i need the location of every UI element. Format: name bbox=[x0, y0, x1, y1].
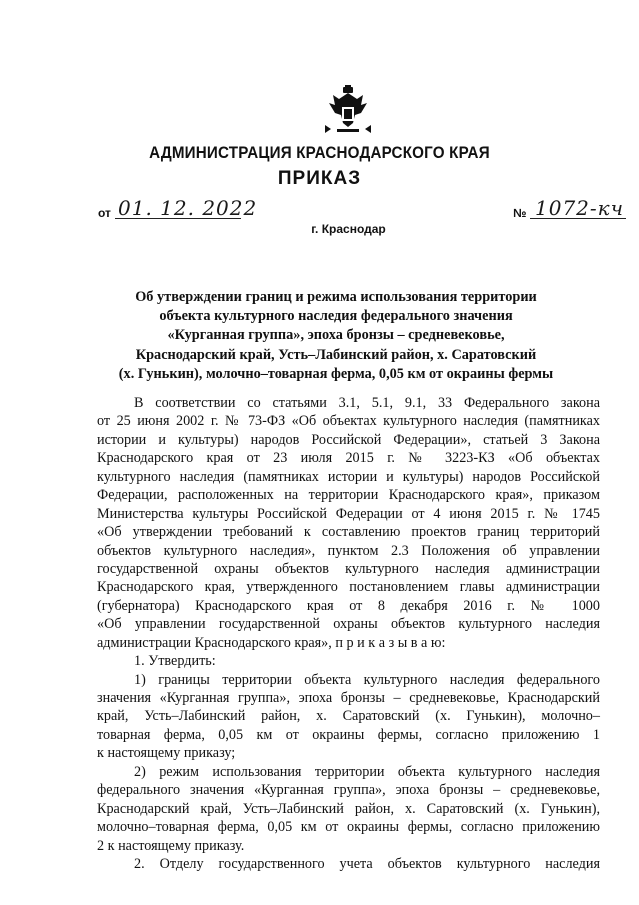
handwritten-date: 01. 12. 2022 bbox=[118, 196, 258, 220]
order-title bbox=[110, 288, 562, 384]
body-text-line: культурного наследия (памятниках истории и культуры) народов Российской bbox=[97, 468, 600, 485]
body-text-line: Краснодарского края от 23 июля 2015 г. № 3223-КЗ «Об объектах bbox=[97, 450, 600, 467]
body-text-line: от 25 июня 2002 г. № 73-ФЗ «Об объектах культурного наследия (памятниках bbox=[97, 413, 600, 430]
body-text-line: Краснодарского края, утвержденного постановлением главы администрации bbox=[97, 579, 600, 596]
body-text-line: истории и культуры) народов Российской Федерации», статьей 3 Закона bbox=[97, 431, 600, 448]
body-text-line: «Об управлении государственной охраны объектов культурного наследия bbox=[97, 616, 600, 633]
body-text-line: объектов культурного наследия», пунктом 2.3 Положения об управлении bbox=[97, 542, 600, 559]
body-text-line: край, Усть–Лабинский район, х. Саратовский (х. Гунькин), молочно– bbox=[97, 708, 600, 725]
body-text-line: Министерства культуры Российской Федерации от 4 июня 2015 г. № 1745 bbox=[97, 505, 600, 522]
handwritten-number: 1072-кч bbox=[535, 196, 625, 220]
body-text-line: к настоящему приказу; bbox=[97, 745, 236, 762]
order-body-text bbox=[97, 394, 600, 873]
body-text-line: значения «Курганная группа», эпоха бронзы – средневековье, Краснодарский bbox=[97, 690, 600, 706]
body-text-line: Краснодарский край, Усть–Лабинский район, х. Саратовский (х. Гунькин), bbox=[97, 800, 600, 817]
body-text-line: администрации Краснодарского края», п р и к а з ы в а ю: bbox=[97, 634, 446, 651]
administration-title: АДМИНИСТРАЦИЯ КРАСНОДАРСКОГО КРАЯ bbox=[149, 144, 490, 162]
body-text-line: федерального значения «Курганная группа», эпоха бронзы – средневековье, bbox=[97, 782, 600, 799]
city-label: г. Краснодар bbox=[311, 222, 386, 236]
body-text-line: (губернатора) Краснодарского края от 8 декабря 2016 г. № 1000 bbox=[97, 597, 600, 614]
body-text-line: 1. Утвердить: bbox=[134, 653, 216, 670]
title-line: «Курганная группа», эпоха бронзы – средневековье, bbox=[167, 327, 505, 344]
title-line: объекта культурного наследия федерального значения bbox=[159, 308, 513, 325]
title-line: Об утверждении границ и режима использования территории bbox=[135, 289, 537, 305]
body-text-line: молочно–товарная ферма, 0,05 км от окраины фермы, согласно приложению bbox=[97, 819, 600, 836]
body-text-line: В соответствии со статьями 3.1, 5.1, 9.1, 33 Федерального закона bbox=[134, 395, 600, 411]
number-label: № bbox=[513, 206, 527, 220]
title-line: (х. Гунькин), молочно–товарная ферма, 0,05 км от окраины фермы bbox=[118, 365, 554, 382]
body-text-line: 2) режим использования территории объекта культурного наследия bbox=[134, 763, 600, 780]
document-type-title: ПРИКАЗ bbox=[277, 168, 362, 189]
body-text-line: 2 к настоящему приказу. bbox=[97, 837, 245, 854]
body-text-line: 2. Отделу государственного учета объектов культурного наследия bbox=[134, 855, 600, 872]
body-text-line: 1) границы территории объекта культурного наследия федерального bbox=[134, 671, 600, 688]
body-text-line: Федерации, расположенных на территории Краснодарского края», приказом bbox=[97, 487, 600, 504]
body-text-line: «Об утверждении требований к составлению проектов границ территорий bbox=[97, 524, 600, 541]
date-label: от bbox=[98, 206, 111, 220]
body-text-line: государственной охраны объектов культурного наследия администрации bbox=[97, 560, 600, 577]
title-line: Краснодарский край, Усть–Лабинский район, х. Саратовский bbox=[135, 346, 537, 363]
body-text-line: товарная ферма, 0,05 км от окраины фермы, согласно приложению 1 bbox=[97, 726, 600, 743]
coat-of-arms-emblem bbox=[321, 85, 375, 135]
